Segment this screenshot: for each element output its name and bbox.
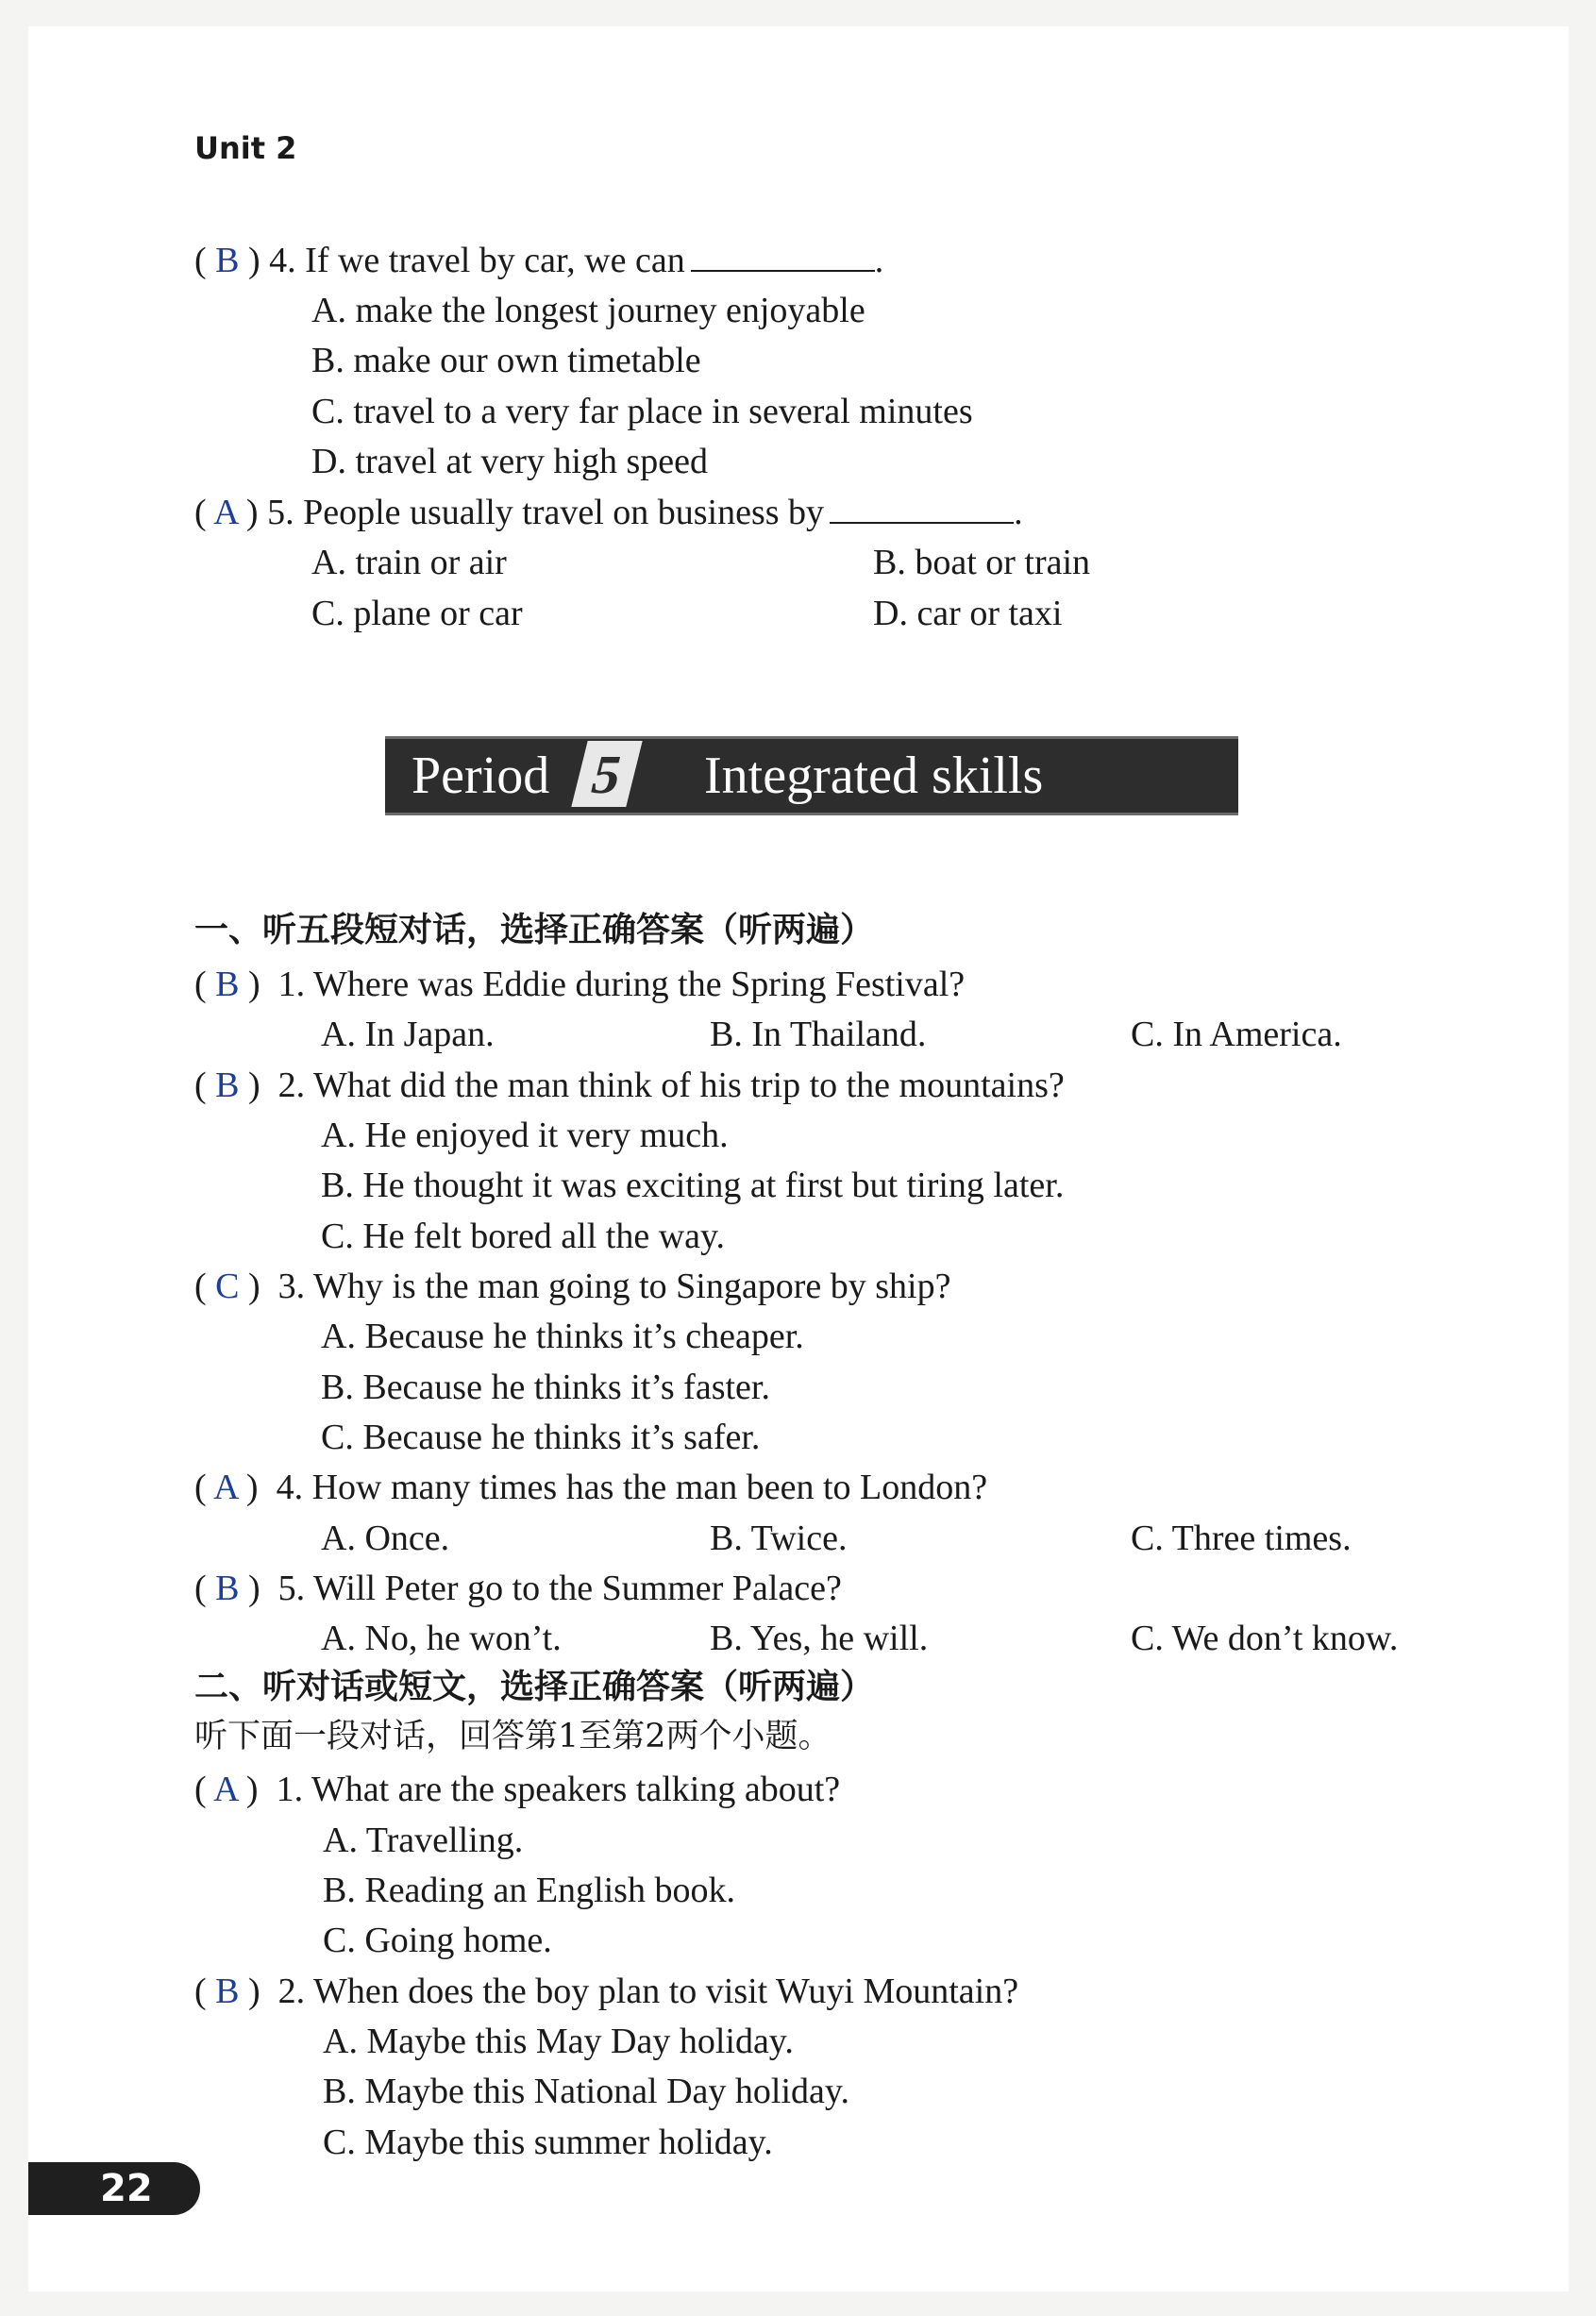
question-row: ( A ) 5. People usually travel on business by . — [194, 493, 1023, 532]
option: C. Three times. — [1131, 1519, 1352, 1558]
question-text: 4. How many times has the man been to London? — [276, 1468, 988, 1507]
option: A. Once. — [321, 1519, 450, 1558]
answer-blank — [830, 494, 1014, 524]
question-text: 2. What did the man think of his trip to the mountains? — [277, 1066, 1065, 1105]
answer-mark: C — [215, 1267, 240, 1306]
question-row: ( C ) 3. Why is the man going to Singapore by ship? — [194, 1267, 951, 1306]
answer-mark: B — [215, 241, 240, 280]
option: B. boat or train — [873, 543, 1091, 582]
question-text: 3. Why is the man going to Singapore by ship? — [277, 1267, 951, 1306]
question-stem: People usually travel on business by — [303, 493, 825, 532]
banner-period-word: Period — [412, 747, 550, 805]
answer-mark: A — [213, 1770, 238, 1809]
answer-blank — [691, 242, 875, 272]
option: C. In America. — [1131, 1015, 1342, 1054]
question-row: ( B ) 2. When does the boy plan to visit Wuyi Mountain? — [194, 1972, 1019, 2011]
question-row: ( B ) 1. Where was Eddie during the Spring Festival? — [194, 965, 966, 1004]
question-row: ( B ) 4. If we travel by car, we can . — [194, 241, 884, 280]
option: C. Maybe this summer holiday. — [323, 2123, 773, 2162]
answer-mark: B — [215, 1569, 240, 1608]
banner-title: Integrated skills — [704, 747, 1044, 805]
option: B. In Thailand. — [710, 1015, 927, 1054]
option: B. He thought it was exciting at first but tiring later. — [321, 1166, 1065, 1205]
question-text: 2. When does the boy plan to visit Wuyi Mountain? — [277, 1972, 1019, 2011]
option: A. make the longest journey enjoyable — [311, 291, 865, 330]
banner-period-number: 5 — [571, 741, 642, 807]
option: A. train or air — [311, 543, 507, 582]
answer-mark: A — [213, 493, 238, 532]
page-number: 22 — [28, 2162, 200, 2215]
question-stem: If we travel by car, we can — [305, 241, 685, 280]
question-text: 5. Will Peter go to the Summer Palace? — [277, 1569, 842, 1608]
option: C. plane or car — [311, 594, 523, 633]
answer-mark: B — [215, 1972, 240, 2011]
answer-mark: A — [213, 1468, 238, 1507]
option: D. car or taxi — [873, 594, 1063, 633]
option: A. Travelling. — [323, 1821, 524, 1860]
question-row: ( B ) 5. Will Peter go to the Summer Palace? — [194, 1569, 842, 1608]
option: D. travel at very high speed — [311, 442, 708, 481]
option: C. We don’t know. — [1131, 1619, 1399, 1658]
option: B. Because he thinks it’s faster. — [321, 1368, 770, 1407]
question-row: ( B ) 2. What did the man think of his trip to the mountains? — [194, 1066, 1065, 1105]
option: B. Reading an English book. — [323, 1871, 735, 1910]
workbook-page — [28, 26, 1569, 2291]
question-row: ( A ) 4. How many times has the man been to London? — [194, 1468, 988, 1507]
option: C. He felt bored all the way. — [321, 1217, 726, 1256]
option: A. In Japan. — [321, 1015, 495, 1054]
question-text: 1. Where was Eddie during the Spring Festival? — [277, 965, 966, 1004]
option: C. Going home. — [323, 1921, 552, 1960]
answer-mark: B — [215, 965, 240, 1004]
section-heading: 一、听五段短对话，选择正确答案（听两遍） — [194, 911, 875, 949]
option: B. Yes, he will. — [710, 1619, 929, 1658]
question-text: 1. What are the speakers talking about? — [276, 1770, 841, 1809]
option: B. Maybe this National Day holiday. — [323, 2072, 849, 2111]
option: B. Twice. — [710, 1519, 848, 1558]
option: A. Maybe this May Day holiday. — [323, 2022, 794, 2061]
section-heading: 二、听对话或短文，选择正确答案（听两遍） — [194, 1668, 875, 1706]
option: A. He enjoyed it very much. — [321, 1116, 729, 1155]
option: C. Because he thinks it’s safer. — [321, 1418, 761, 1457]
period-banner — [385, 736, 1238, 815]
question-row: ( A ) 1. What are the speakers talking about? — [194, 1770, 841, 1809]
section-instruction: 听下面一段对话，回答第1至第2两个小题。 — [194, 1718, 832, 1755]
option: A. No, he won’t. — [321, 1619, 562, 1658]
option: C. travel to a very far place in several minutes — [311, 392, 973, 431]
option: B. make our own timetable — [311, 341, 701, 380]
option: A. Because he thinks it’s cheaper. — [321, 1317, 804, 1356]
answer-mark: B — [215, 1066, 240, 1105]
unit-label: Unit 2 — [194, 130, 297, 166]
